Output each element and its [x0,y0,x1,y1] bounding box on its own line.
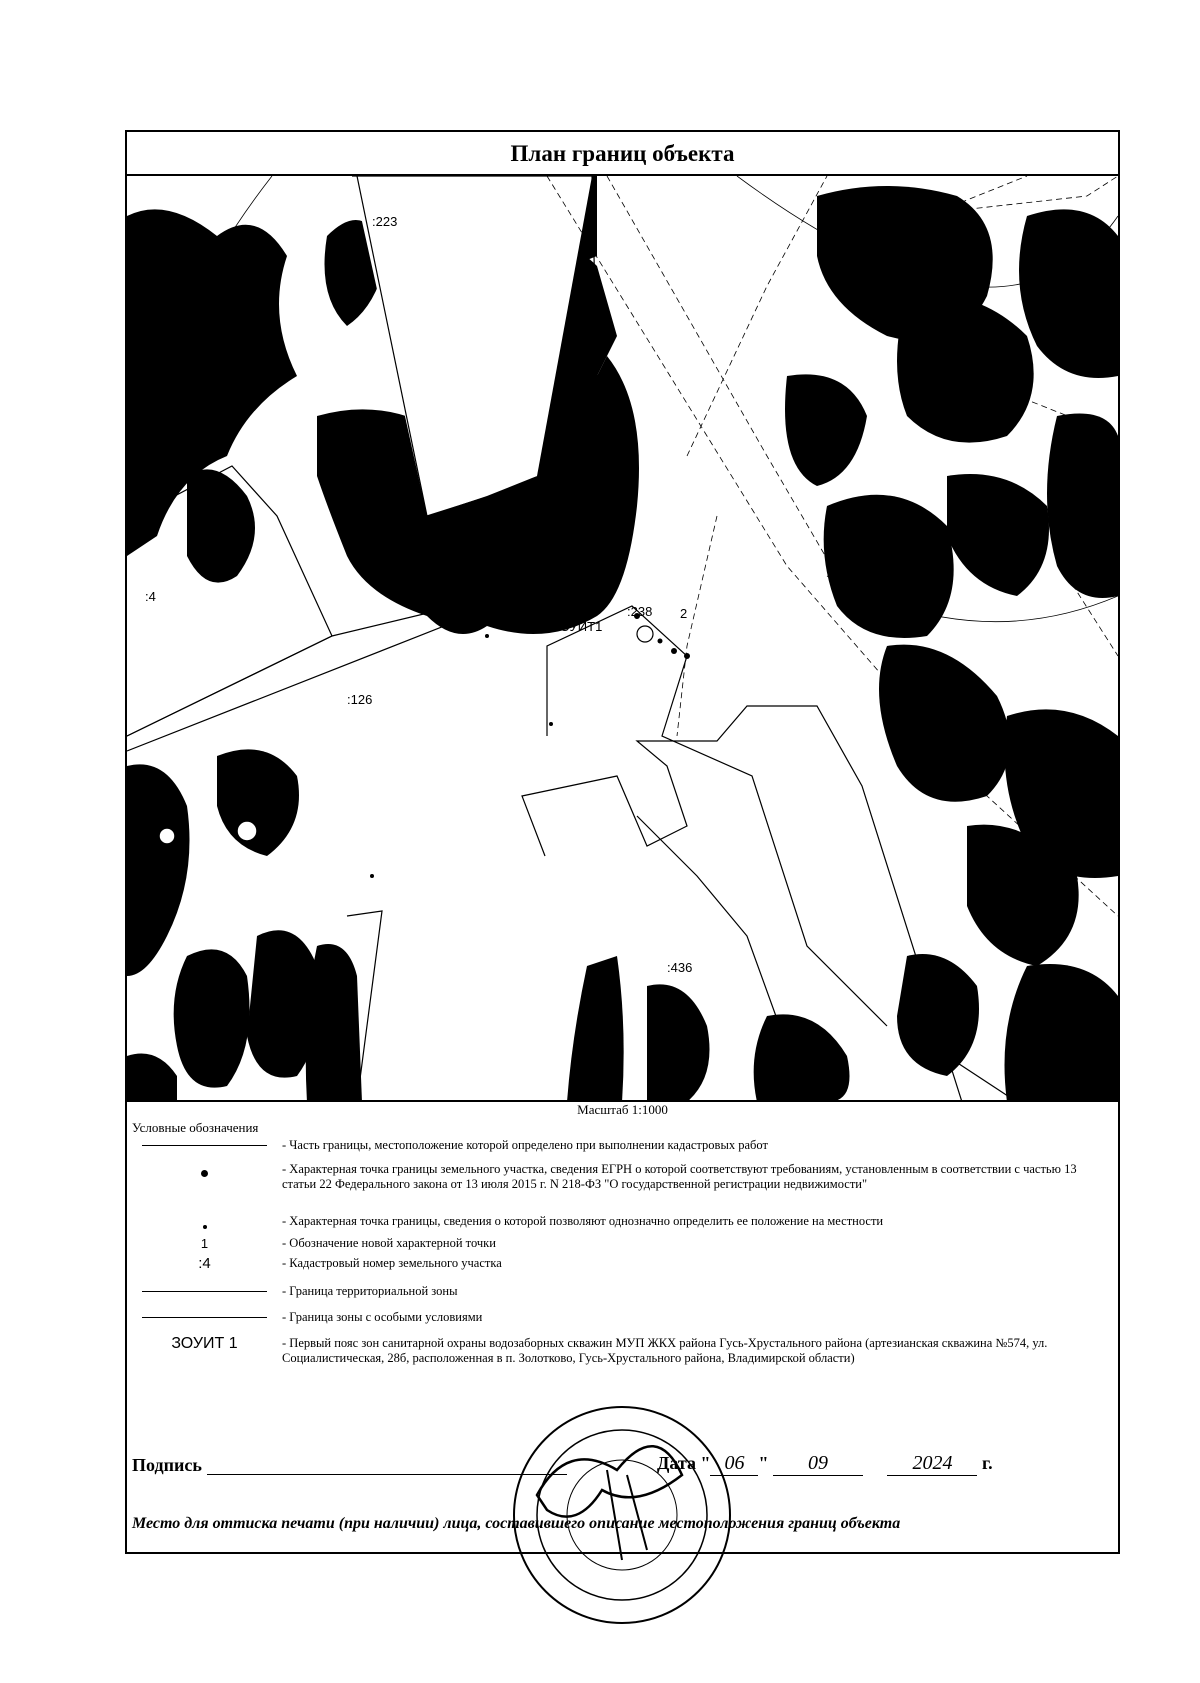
legend-row-new-point [132,1236,1112,1254]
legend-text: - Первый пояс зон санитарной охраны водозаборных скважин МУП ЖКХ района Гусь-Хрустального района (артезианская скважина №574, ул. Социалистическая, 28б, расположенная в п. Золотково, Гусь-Хрустального района, Владимирской области) [282,1336,1048,1365]
legend-text: - Кадастровый номер земельного участка [282,1256,502,1270]
date-label: Дата [657,1453,696,1473]
legend-row-cadastral [132,1256,1112,1276]
label-223: :223 [372,214,398,229]
legend-row-zouit [132,1336,1112,1386]
signature-label: Подпись [132,1455,202,1475]
label-zone: ЗОУИТ1 [552,619,603,634]
date-suffix: г. [981,1453,993,1473]
legend-title: Условные обозначения [132,1120,259,1135]
label-17: :17 [239,784,258,799]
legend-row-boundary-part [132,1138,1112,1156]
cadastral-map [127,176,1118,1102]
thin-line-icon [132,1310,277,1325]
big-dot-icon [132,1166,277,1181]
legend-symbol: ЗОУИТ 1 [171,1335,238,1352]
map-scale: Масштаб 1:1000 [577,1102,668,1117]
legend-text: - Граница территориальной зоны [282,1284,458,1298]
legend-row-egrn-point [132,1162,1112,1210]
label-436: :436 [667,960,693,975]
legend-symbol: :4 [198,1255,211,1272]
label-4: :4 [145,589,156,604]
date-block: Дата " 06 " 09 2024 г. [657,1452,993,1474]
document-title: План границ объекта [127,132,1118,176]
well-marker [637,626,653,642]
legend-symbol: 1 [200,1236,209,1251]
label-126: :126 [347,692,373,707]
legend-text: - Граница зоны с особыми условиями [282,1310,483,1324]
date-year: 2024 [887,1452,977,1476]
label-238: :238 [627,604,653,619]
stamp-note: Место для оттиска печати (при наличии) лица, составившего описание местоположения границ объекта [132,1515,901,1532]
small-dot-icon [132,1218,277,1233]
legend-text: - Характерная точка границы, сведения о которой позволяют однозначно определить ее положение на местности [282,1214,884,1228]
label-14: :14 [187,954,206,969]
legend-row-special-zone [132,1310,1112,1328]
map-image [127,176,1118,1102]
legend-row-point [132,1214,1112,1232]
label-point-2: 2 [680,606,688,621]
legend-row-territorial-zone [132,1284,1112,1302]
date-month: 09 [773,1452,863,1476]
legend-text: - Характерная точка границы земельного участка, сведения ЕГРН о которой соответствуют требованиям, установленным в соответствии с частью 13 статьи 22 Федерального закона от 13 июля 2015 г. N 218-ФЗ "О государственной регистрации недвижимости" [282,1162,1077,1191]
map-shading [127,176,1118,1102]
document-frame [125,130,1120,1554]
legend-text: - Часть границы, местоположение которой определено при выполнении кадастровых работ [282,1138,768,1152]
solid-line-icon [132,1138,277,1153]
solid-line-icon [132,1284,277,1299]
legend-text: - Обозначение новой характерной точки [282,1236,496,1250]
date-day: 06 [710,1452,758,1476]
